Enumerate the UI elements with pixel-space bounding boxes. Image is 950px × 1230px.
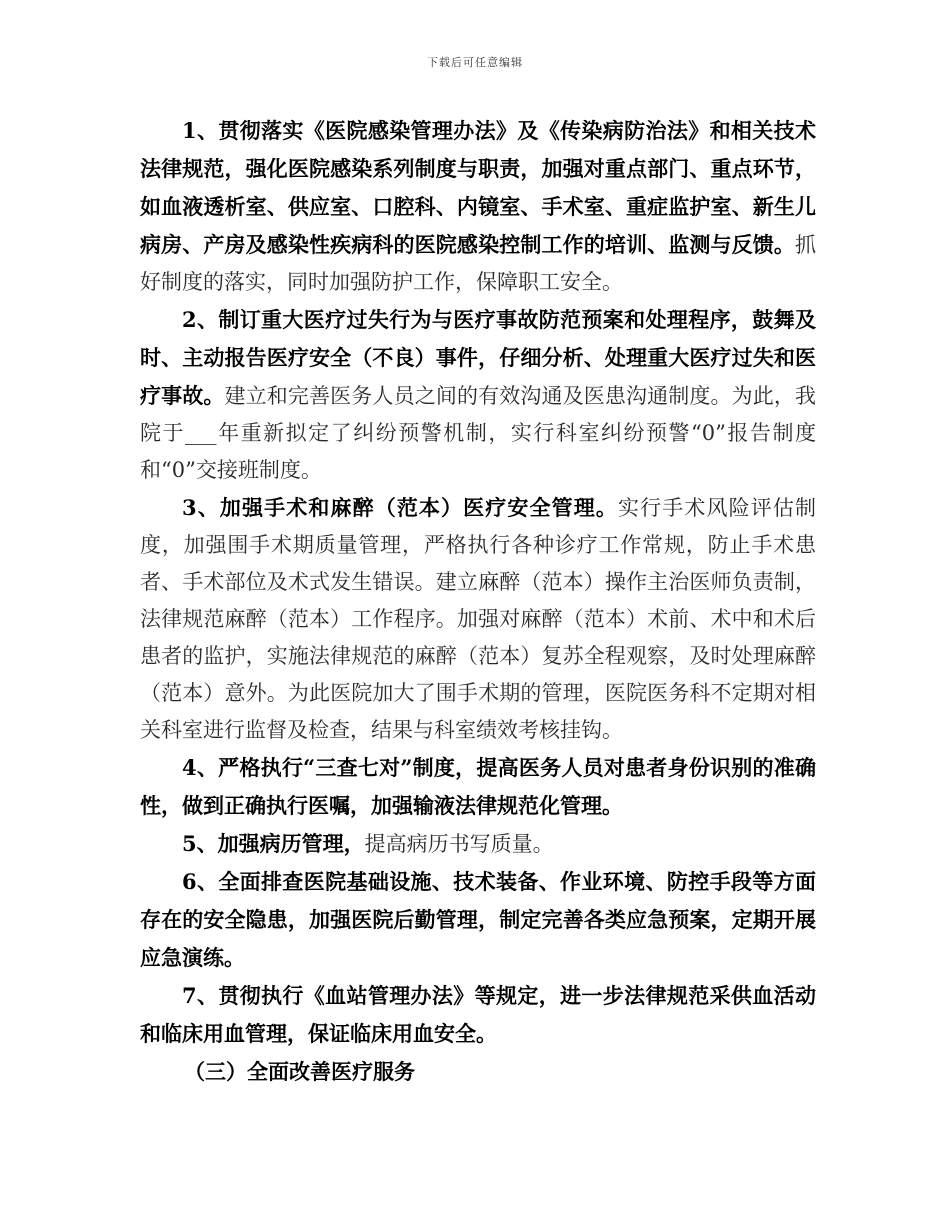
paragraph-5 xyxy=(140,825,816,863)
paragraph-3-bold-text: 3、加强手术和麻醉（范本）医疗安全管理。 xyxy=(182,495,619,520)
document-body xyxy=(140,112,816,1090)
paragraph-4-bold-text: 4、严格执行“三查七对”制度，提高医务人员对患者身份识别的准确性，做到正确执行医嘱，加强输液法律规范化管理。 xyxy=(140,755,816,818)
paragraph-7 xyxy=(140,977,816,1053)
paragraph-2 xyxy=(140,301,816,489)
paragraph-1 xyxy=(140,112,816,301)
paragraph-7-bold-text: 7、贯彻执行《血站管理办法》等规定，进一步法律规范采供血活动和临床用血管理，保证临床用血安全。 xyxy=(140,983,816,1046)
paragraph-2-normal-text: 建立和完善医务人员之间的有效沟通及医患沟通制度。为此，我院于___年重新拟定了纠纷预警机制，实行科室纠纷预警“0”报告制度和“0”交接班制度。 xyxy=(140,384,817,482)
paragraph-1-bold-text: 1、贯彻落实《医院感染管理办法》及《传染病防治法》和相关技术法律规范，强化医院感染系列制度与职责，加强对重点部门、重点环节，如血液透析室、供应室、口腔科、内镜室、手术室、重症监护室、新生儿病房、产房及感染性疾病科的医院感染控制工作的培训、监测与反馈。 xyxy=(140,118,816,257)
paragraph-6-bold-text: 6、全面排查医院基础设施、技术装备、作业环境、防控手段等方面存在的安全隐患，加强医院后勤管理，制定完善各类应急预案，定期开展应急演练。 xyxy=(140,869,816,970)
page-header-note: 下载后可任意编辑 xyxy=(427,56,523,69)
paragraph-4 xyxy=(140,749,816,825)
paragraph-5-bold-text: 5、加强病历管理， xyxy=(182,831,365,856)
paragraph-1-normal-text: 抓好制度的落实，同时加强防护工作，保障职工安全。 xyxy=(140,233,816,294)
paragraph-3 xyxy=(140,489,816,749)
paragraph-3-normal-text: 实行手术风险评估制度，加强围手术期质量管理，严格执行各种诊疗工作常规，防止手术患者、手术部位及术式发生错误。建立麻醉（范本）操作主治医师负责制，法律规范麻醉（范本）工作程序。加强对麻醉（范本）术前、术中和术后患者的监护，实施法律规范的麻醉（范本）复苏全程观察，及时处理麻醉（范本）意外。为此医院加大了围手术期的管理，医院医务科不定期对相关科室进行监督及检查，结果与科室绩效考核挂钩。 xyxy=(140,496,816,742)
paragraph-5-normal-text: 提高病历书写质量。 xyxy=(364,832,554,856)
paragraph-6 xyxy=(140,863,816,977)
section-heading: （三）全面改善医疗服务 xyxy=(184,1059,415,1084)
paragraph-2-bold-text: 2、制订重大医疗过失行为与医疗事故防范预案和处理程序，鼓舞及时、主动报告医疗安全（不良）事件，仔细分析、处理重大医疗过失和医疗事故。 xyxy=(140,307,816,408)
